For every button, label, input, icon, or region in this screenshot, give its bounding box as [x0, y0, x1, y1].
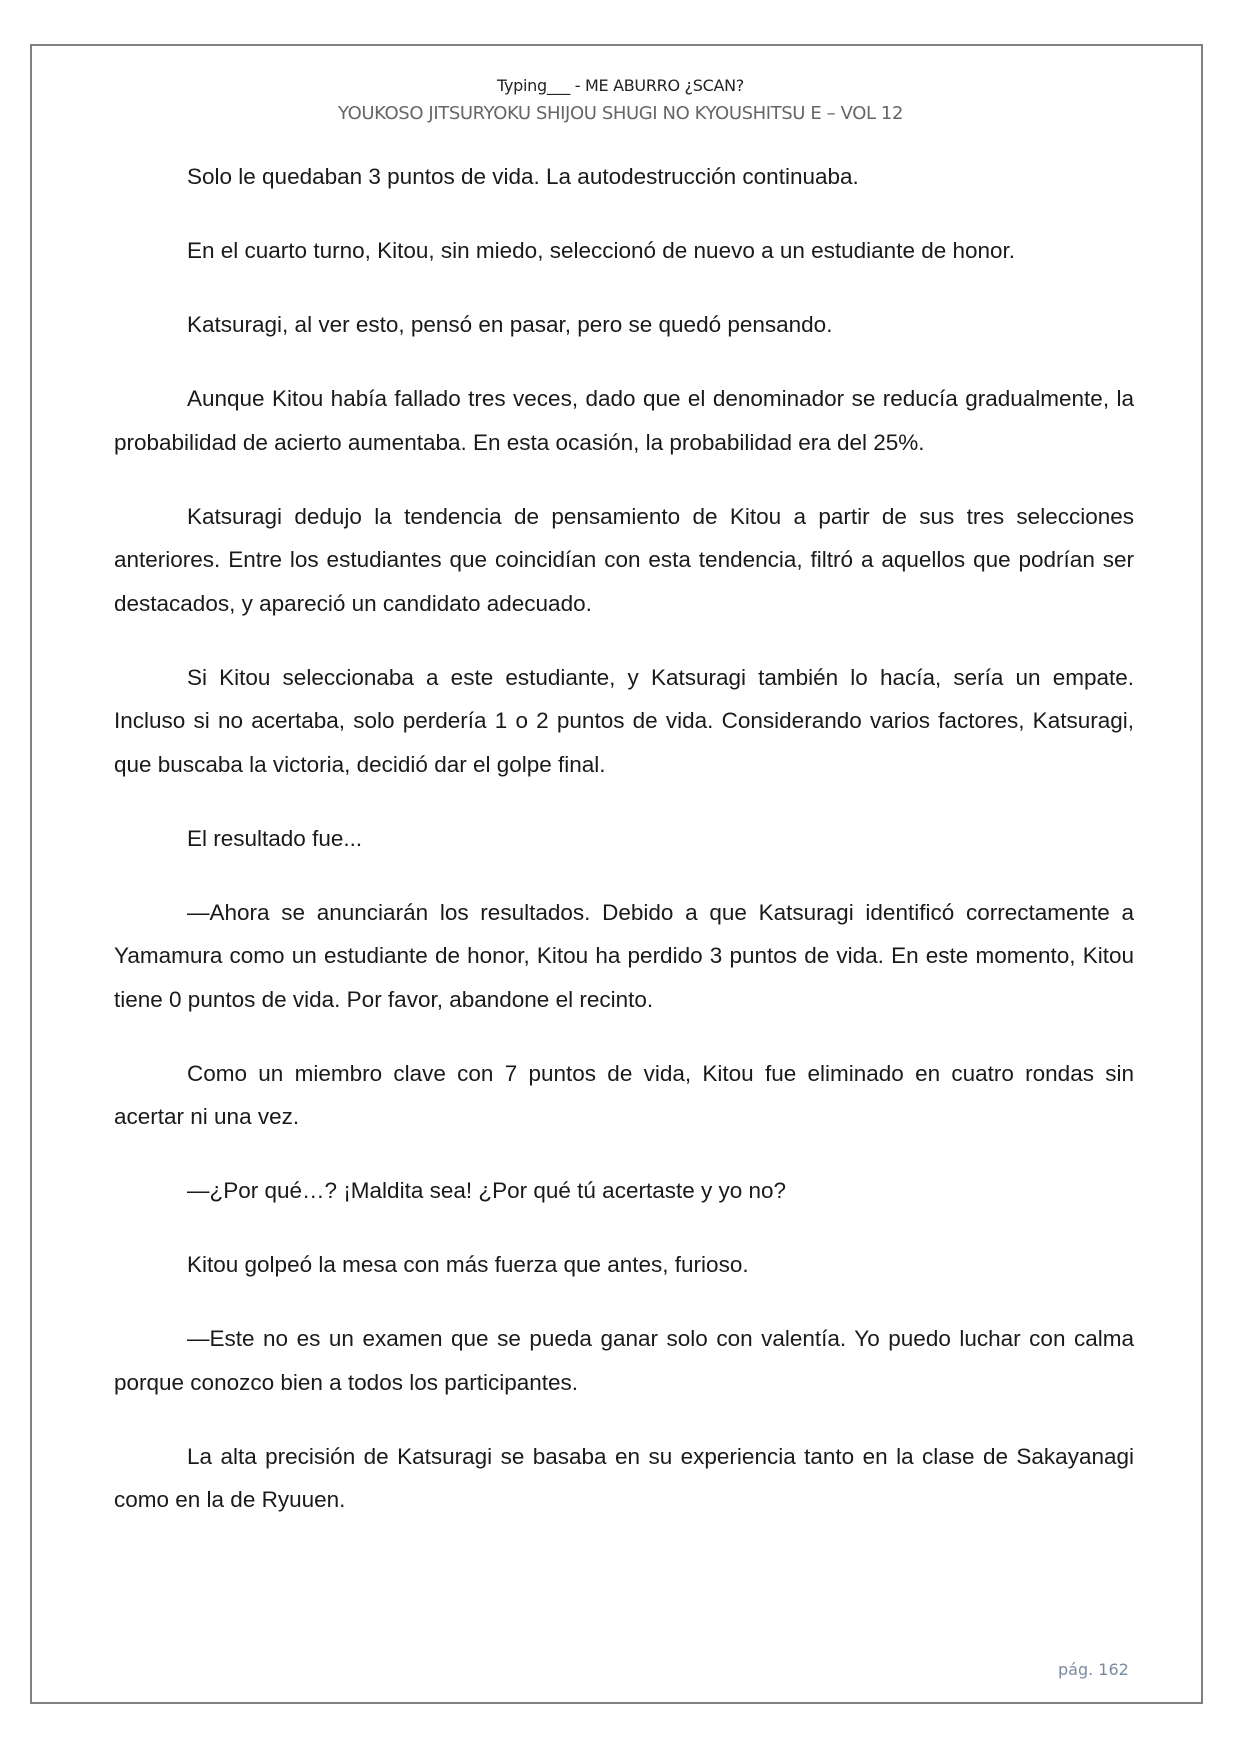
paragraph: El resultado fue...: [187, 825, 363, 851]
paragraph: —¿Por qué…? ¡Maldita sea! ¿Por qué tú acertaste y yo no?: [187, 1178, 787, 1203]
paragraph: En el cuarto turno, Kitou, sin miedo, seleccionó de nuevo a un estudiante de honor.: [187, 238, 1016, 263]
paragraph: —Este no es un examen que se pueda ganar solo con valentía. Yo puedo luchar con calma porque conozco bien a todos los participantes.: [114, 1326, 1134, 1395]
paragraph: Si Kitou seleccionaba a este estudiante, y Katsuragi también lo hacía, sería un empate. Incluso si no acertaba, solo perdería 1 o 2 puntos de vida. Considerando varios factores, Katsuragi, que buscaba la victoria, decidió dar el golpe final.: [114, 664, 1134, 777]
paragraph: —Ahora se anunciarán los resultados. Debido a que Katsuragi identificó correctamente a Yamamura como un estudiante de honor, Kitou ha perdido 3 puntos de vida. En este momento, Kitou tiene 0 puntos de vida. Por favor, abandone el recinto.: [114, 899, 1134, 1012]
paragraph: Katsuragi dedujo la tendencia de pensamiento de Kitou a partir de sus tres selecciones anteriores. Entre los estudiantes que coincidían con esta tendencia, filtró a aquellos que podrían ser destacados, y apareció un candidato adecuado.: [114, 503, 1134, 616]
paragraph: Como un miembro clave con 7 puntos de vida, Kitou fue eliminado en cuatro rondas sin acertar ni una vez.: [114, 1060, 1134, 1129]
header-credit: Typing___ - ME ABURRO ¿SCAN?: [497, 76, 744, 95]
document-body: [114, 155, 1134, 1552]
paragraph: Katsuragi, al ver esto, pensó en pasar, pero se quedó pensando.: [187, 312, 833, 337]
page-number: pág. 162: [1058, 1660, 1129, 1679]
paragraph: Aunque Kitou había fallado tres veces, dado que el denominador se reducía gradualmente, la probabilidad de acierto aumentaba. En esta ocasión, la probabilidad era del 25%.: [114, 386, 1134, 455]
paragraph: La alta precisión de Katsuragi se basaba en su experiencia tanto en la clase de Sakayanagi como en la de Ryuuen.: [114, 1443, 1134, 1512]
paragraph: Solo le quedaban 3 puntos de vida. La autodestrucción continuaba.: [187, 164, 859, 189]
paragraph: Kitou golpeó la mesa con más fuerza que antes, furioso.: [187, 1252, 749, 1277]
header-title: YOUKOSO JITSURYOKU SHIJOU SHUGI NO KYOUSHITSU E – VOL 12: [337, 103, 904, 124]
